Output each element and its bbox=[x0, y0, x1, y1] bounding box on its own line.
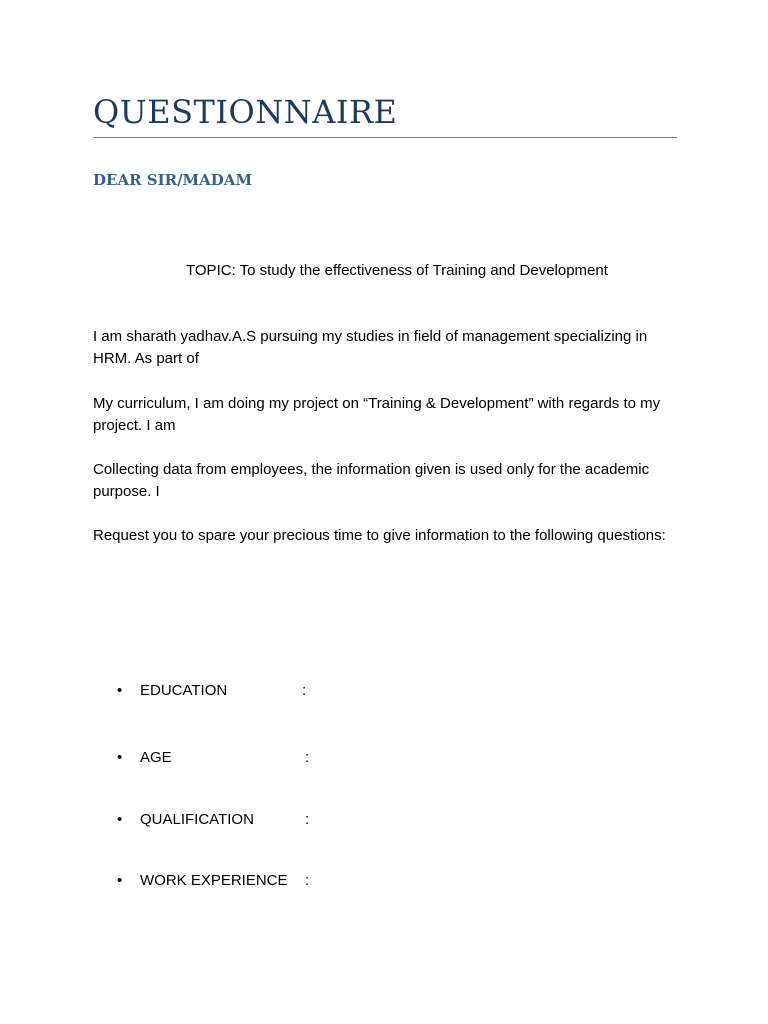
salutation: DEAR SIR/MADAM bbox=[93, 171, 253, 189]
field-label: AGE bbox=[140, 749, 172, 766]
intro-paragraph-2: My curriculum, I am doing my project on “Training & Development” with regards to my project. I am bbox=[93, 395, 661, 434]
field-label: QUALIFICATION bbox=[140, 811, 254, 828]
bullet-icon: • bbox=[117, 682, 123, 699]
bullet-icon: • bbox=[117, 749, 123, 766]
bullet-icon: • bbox=[117, 811, 123, 828]
page-title: QUESTIONNAIRE bbox=[93, 93, 398, 131]
bullet-icon: • bbox=[117, 872, 123, 889]
title-underline bbox=[93, 137, 677, 138]
field-separator: : bbox=[302, 682, 307, 699]
field-separator: : bbox=[305, 749, 310, 766]
field-separator: : bbox=[305, 872, 310, 889]
intro-paragraph-4: Request you to spare your precious time to give information to the following questions: bbox=[93, 527, 666, 544]
field-separator: : bbox=[305, 811, 310, 828]
intro-paragraph-1: I am sharath yadhav.A.S pursuing my studies in field of management specializing in HRM. As part of bbox=[93, 328, 648, 367]
field-label: WORK EXPERIENCE bbox=[140, 872, 288, 889]
intro-paragraph-3: Collecting data from employees, the information given is used only for the academic purpose. I bbox=[93, 461, 650, 500]
topic-line: TOPIC: To study the effectiveness of Training and Development bbox=[186, 262, 608, 279]
field-label: EDUCATION bbox=[140, 682, 228, 699]
